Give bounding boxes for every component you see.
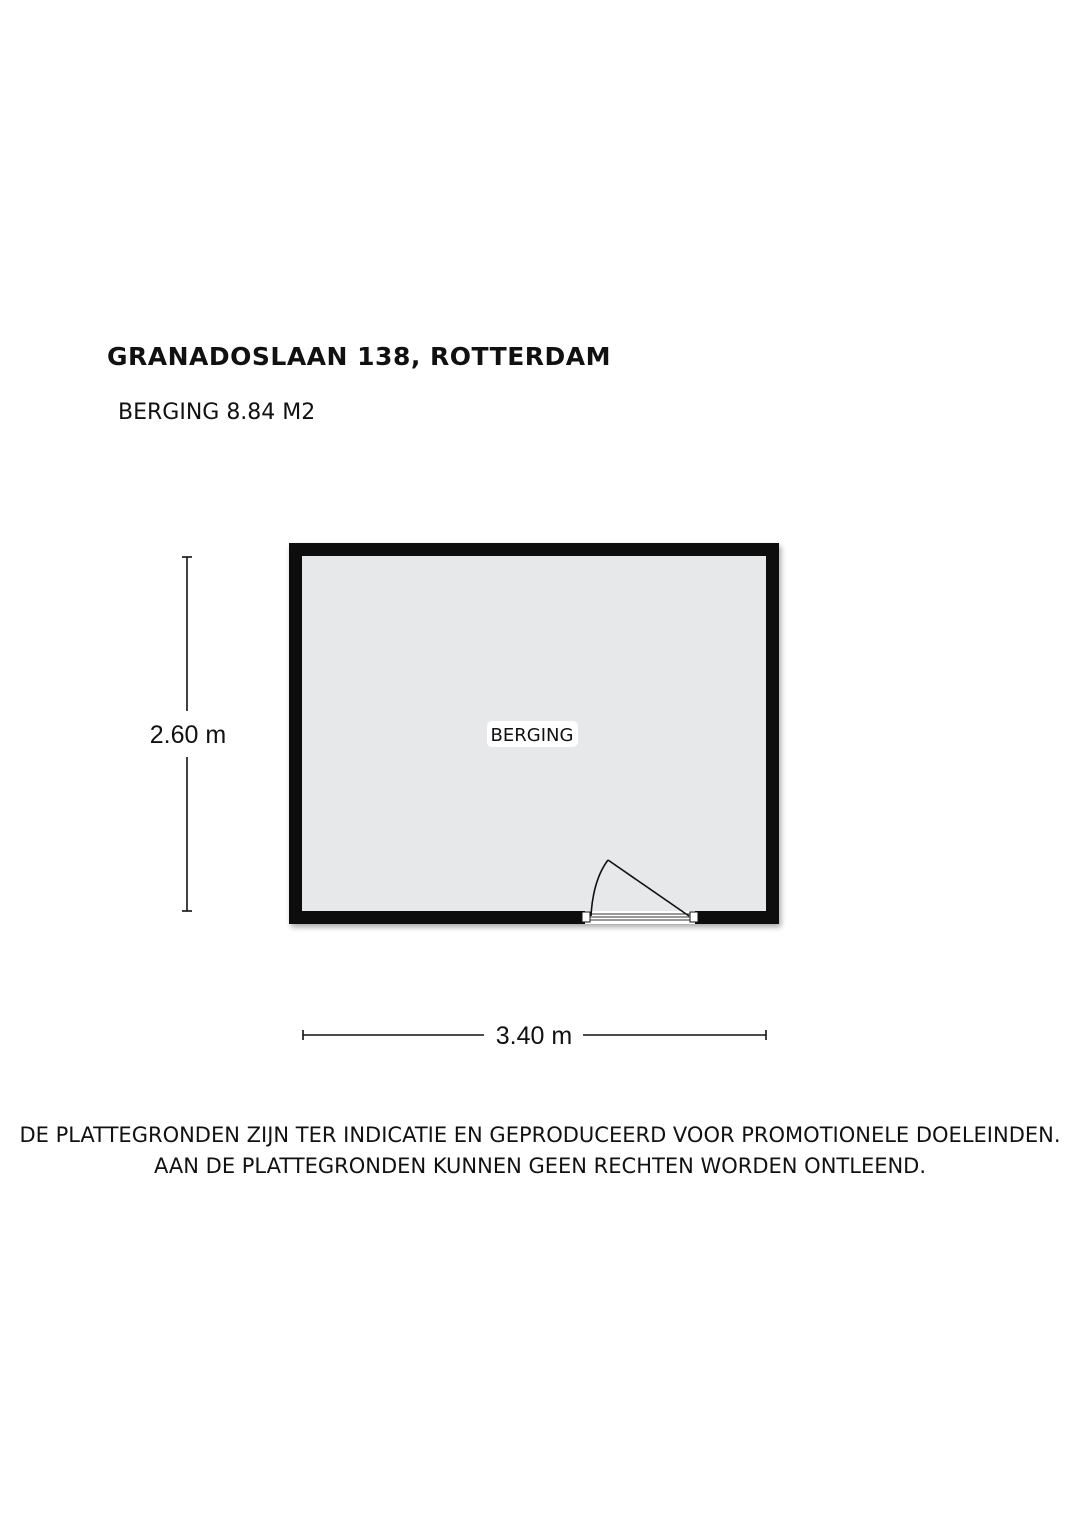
disclaimer-line-1: DE PLATTEGRONDEN ZIJN TER INDICATIE EN GEPRODUCEERD VOOR PROMOTIONELE DOELEINDEN. [19, 1123, 1061, 1147]
area-subtitle: BERGING 8.84 M2 [118, 400, 316, 425]
room-label: BERGING [490, 725, 574, 746]
disclaimer [0, 1120, 1080, 1182]
width-dimension-label: 3.40 m [495, 1022, 573, 1050]
height-dimension-label: 2.60 m [149, 721, 227, 749]
disclaimer-line-2: AAN DE PLATTEGRONDEN KUNNEN GEEN RECHTEN WORDEN ONTLEEND. [153, 1154, 927, 1178]
page-title: GRANADOSLAAN 138, ROTTERDAM [107, 342, 612, 371]
